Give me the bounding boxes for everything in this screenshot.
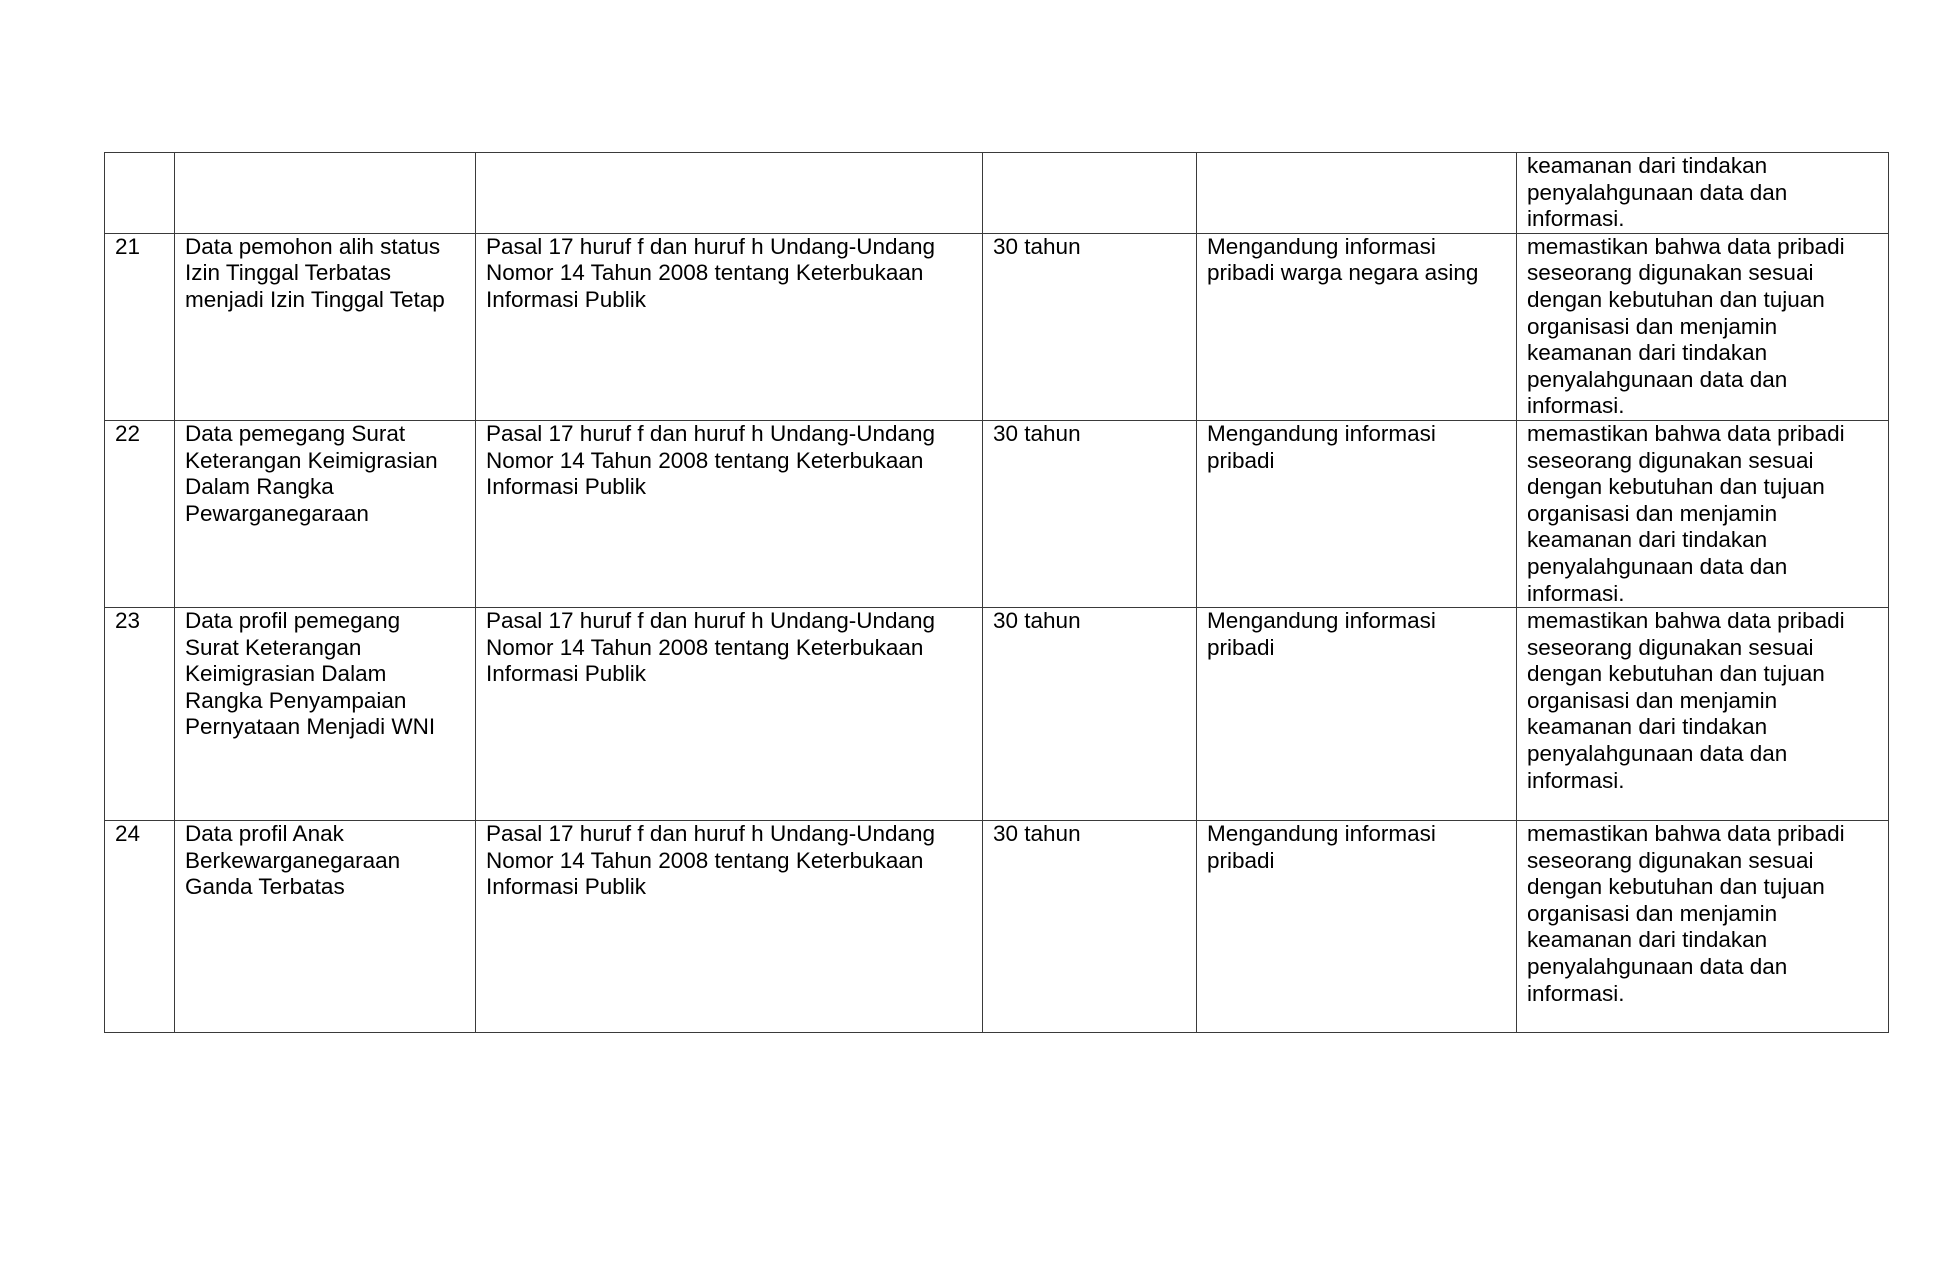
table-cell-no <box>105 153 175 234</box>
table-cell-basis <box>476 153 983 234</box>
table-cell-reason: Mengandung informasi pribadi warga negara asing <box>1197 233 1517 420</box>
table-cell-name: Data profil pemegang Surat Keterangan Keimigrasian Dalam Rangka Penyampaian Pernyataan Menjadi WNI <box>175 608 476 821</box>
table-cell-reason: Mengandung informasi pribadi <box>1197 608 1517 821</box>
table-cell-basis: Pasal 17 huruf f dan huruf h Undang-Undang Nomor 14 Tahun 2008 tentang Keterbukaan Informasi Publik <box>476 608 983 821</box>
table-cell-name <box>175 153 476 234</box>
table-cell-purpose: keamanan dari tindakan penyalahgunaan data dan informasi. <box>1517 153 1889 234</box>
table-row <box>105 233 1889 420</box>
table-cell-period <box>983 153 1197 234</box>
table-cell-purpose: memastikan bahwa data pribadi seseorang digunakan sesuai dengan kebutuhan dan tujuan organisasi dan menjamin keamanan dari tindakan penyalahgunaan data dan informasi. <box>1517 233 1889 420</box>
table-cell-reason <box>1197 153 1517 234</box>
table-cell-purpose: memastikan bahwa data pribadi seseorang digunakan sesuai dengan kebutuhan dan tujuan organisasi dan menjamin keamanan dari tindakan penyalahgunaan data dan informasi. <box>1517 821 1889 1033</box>
table-cell-basis: Pasal 17 huruf f dan huruf h Undang-Undang Nomor 14 Tahun 2008 tentang Keterbukaan Informasi Publik <box>476 821 983 1033</box>
table-cell-name: Data pemohon alih status Izin Tinggal Terbatas menjadi Izin Tinggal Tetap <box>175 233 476 420</box>
table-cell-no: 22 <box>105 420 175 607</box>
table-row <box>105 821 1889 1033</box>
table-cell-no: 24 <box>105 821 175 1033</box>
table-cell-purpose: memastikan bahwa data pribadi seseorang digunakan sesuai dengan kebutuhan dan tujuan organisasi dan menjamin keamanan dari tindakan penyalahgunaan data dan informasi. <box>1517 420 1889 607</box>
table-cell-basis: Pasal 17 huruf f dan huruf h Undang-Undang Nomor 14 Tahun 2008 tentang Keterbukaan Informasi Publik <box>476 420 983 607</box>
information-exclusion-table <box>104 152 1889 1033</box>
table-cell-reason: Mengandung informasi pribadi <box>1197 821 1517 1033</box>
table-row-continuation <box>105 153 1889 234</box>
table-cell-period: 30 tahun <box>983 233 1197 420</box>
table-cell-no: 21 <box>105 233 175 420</box>
table-cell-purpose: memastikan bahwa data pribadi seseorang digunakan sesuai dengan kebutuhan dan tujuan organisasi dan menjamin keamanan dari tindakan penyalahgunaan data dan informasi. <box>1517 608 1889 821</box>
table-cell-name: Data pemegang Surat Keterangan Keimigrasian Dalam Rangka Pewarganegaraan <box>175 420 476 607</box>
table-cell-period: 30 tahun <box>983 420 1197 607</box>
table-cell-period: 30 tahun <box>983 821 1197 1033</box>
table-cell-basis: Pasal 17 huruf f dan huruf h Undang-Undang Nomor 14 Tahun 2008 tentang Keterbukaan Informasi Publik <box>476 233 983 420</box>
table-cell-no: 23 <box>105 608 175 821</box>
table-cell-name: Data profil Anak Berkewarganegaraan Ganda Terbatas <box>175 821 476 1033</box>
table-row <box>105 608 1889 821</box>
table-row <box>105 420 1889 607</box>
table-cell-period: 30 tahun <box>983 608 1197 821</box>
table-cell-reason: Mengandung informasi pribadi <box>1197 420 1517 607</box>
